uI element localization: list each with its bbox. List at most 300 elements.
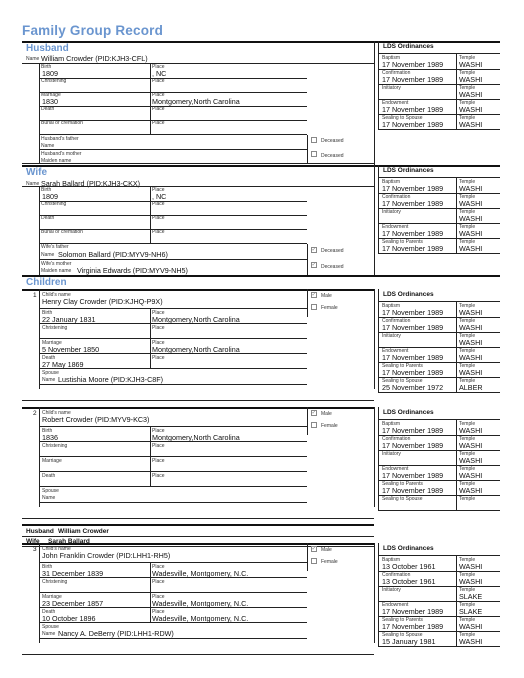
lds-temple-label: Temple (459, 451, 476, 457)
lds-ordinances-heading: LDS Ordinances (383, 409, 434, 416)
lds-temple-code: WASHI (459, 199, 483, 208)
lds-temple-label: Temple (459, 602, 476, 608)
death-date: 10 October 1896 (42, 614, 96, 623)
column-divider (378, 407, 379, 511)
lds-temple-label: Temple (459, 481, 476, 487)
birth-date: 1836 (42, 433, 58, 442)
lds-ordinance-label: Baptism (382, 55, 401, 61)
christening-label: Christening (41, 201, 67, 207)
rule-line (39, 338, 307, 339)
column-divider (150, 215, 151, 229)
lds-ordinance-label: Initiatory (382, 451, 401, 457)
rule-line (39, 384, 307, 385)
continuation-wife-name: Sarah Ballard (48, 538, 90, 545)
place-label: Place (152, 201, 165, 207)
checkmark-icon: ✓ (311, 247, 317, 253)
lds-temple-label: Temple (459, 303, 476, 309)
lds-ordinances-heading: LDS Ordinances (383, 43, 434, 50)
checkmark-icon: ✓ (311, 546, 317, 552)
birth-date: 1809 (42, 192, 58, 201)
rule-line (378, 510, 500, 511)
lds-ordinance-date: 17 November 1989 (382, 607, 444, 616)
place-label: Place (152, 428, 165, 434)
lds-temple-code: WASHI (459, 441, 483, 450)
lds-ordinance-date: 17 November 1989 (382, 308, 444, 317)
lds-ordinance-label: Sealing to Spouse (382, 632, 423, 638)
birth-label: Birth (42, 564, 53, 570)
lds-ordinance-date: 17 November 1989 (382, 75, 444, 84)
lds-temple-code: WASHI (459, 120, 483, 129)
christening-label: Christening (41, 78, 67, 84)
rule-line (39, 486, 307, 487)
lds-temple-code: WASHI (459, 426, 483, 435)
column-divider (150, 201, 151, 215)
lds-temple-label: Temple (459, 378, 476, 384)
place-label: Place (152, 579, 165, 585)
lds-ordinance-date: 17 November 1989 (382, 120, 444, 129)
place-label: Place (152, 594, 165, 600)
lds-ordinance-label: Confirmation (382, 436, 411, 442)
rule-line (39, 243, 307, 244)
rule-line (22, 543, 374, 545)
place-label: Place (152, 106, 165, 112)
name-label: Name (26, 56, 40, 62)
spouse-label: Spouse (42, 370, 59, 376)
column-divider (456, 419, 457, 511)
christening-label: Christening (42, 579, 68, 585)
lds-ordinance-label: Initiatory (382, 587, 401, 593)
deceased-label: Deceased (321, 138, 344, 144)
lds-temple-label: Temple (459, 421, 476, 427)
column-divider (150, 187, 151, 201)
column-divider (307, 289, 308, 317)
rule-line (39, 456, 307, 457)
rule-line (39, 502, 307, 503)
birth-place: Montgomery,North Carolina (152, 433, 240, 442)
male-checkbox[interactable] (311, 410, 317, 416)
wife-mother-name: Virginia Edwards (PID:MYV9-NH5) (77, 266, 188, 275)
column-divider (307, 543, 308, 571)
marriage-label: Marriage (42, 458, 62, 464)
lds-temple-code: SLAKE (459, 592, 483, 601)
lds-ordinance-date: 17 November 1989 (382, 471, 444, 480)
column-divider (150, 426, 151, 442)
male-checkbox[interactable] (311, 546, 317, 552)
birth-date: 1809 (42, 69, 58, 78)
column-divider (150, 577, 151, 593)
burial-label: Burial or cremation (41, 229, 83, 235)
lds-ordinance-label: Endowment (382, 100, 409, 106)
lds-temple-code: WASHI (459, 637, 483, 646)
birth-place: Wadesville, Montgomery, N.C. (152, 569, 249, 578)
column-divider (39, 407, 40, 507)
lds-ordinance-label: Baptism (382, 421, 401, 427)
death-label: Death (42, 355, 56, 361)
lds-temple-code: WASHI (459, 622, 483, 631)
fathers-label: Wife's father (41, 244, 69, 250)
husband-mother-deceased-checkbox[interactable] (311, 151, 317, 157)
female-label: Female (321, 559, 338, 565)
column-divider (374, 407, 375, 507)
column-divider (39, 543, 40, 643)
rule-line (39, 607, 307, 608)
lds-temple-label: Temple (459, 179, 476, 185)
male-label: Male (321, 411, 332, 417)
lds-temple-code: WASHI (459, 323, 483, 332)
wife-father-name: Solomon Ballard (PID:MYV9-NH6) (58, 250, 168, 259)
lds-temple-label: Temple (459, 348, 476, 354)
column-divider (307, 244, 308, 276)
male-checkbox[interactable] (311, 292, 317, 298)
spouse-name: Nancy A. DeBerry (PID:LHH1-RDW) (58, 629, 174, 638)
rule-line (39, 323, 307, 324)
rule-line (378, 301, 500, 302)
spouse-label: Spouse (42, 488, 59, 494)
child-name: Henry Clay Crowder (PID:KJHQ-P9X) (42, 297, 163, 306)
lds-ordinance-date: 17 November 1989 (382, 199, 444, 208)
column-divider (150, 308, 151, 324)
page-title: Family Group Record (22, 23, 164, 38)
lds-temple-label: Temple (459, 587, 476, 593)
wife-father-deceased-checkbox[interactable] (311, 247, 317, 253)
child-number: 1 (33, 292, 37, 299)
lds-temple-label: Temple (459, 632, 476, 638)
childs-name-label: Child's name (42, 410, 71, 416)
place-label: Place (152, 458, 165, 464)
birth-label: Birth (42, 428, 53, 434)
column-divider (378, 289, 379, 393)
rule-line (22, 63, 374, 64)
birth-label: Birth (41, 187, 52, 193)
lds-ordinance-label: Confirmation (382, 572, 411, 578)
column-divider (150, 592, 151, 608)
lds-ordinance-date: 17 November 1989 (382, 353, 444, 362)
place-label: Place (152, 187, 165, 193)
husband-heading: Husband (26, 43, 69, 54)
lds-ordinance-label: Initiatory (382, 333, 401, 339)
lds-ordinance-label: Sealing to Spouse (382, 496, 423, 502)
marriage-date: 1830 (42, 97, 58, 106)
female-checkbox[interactable] (311, 304, 317, 310)
lds-temple-code: WASHI (459, 353, 483, 362)
name-label: Name (26, 181, 40, 187)
rule-line (39, 592, 307, 593)
place-label: Place (152, 340, 165, 346)
female-label: Female (321, 305, 338, 311)
column-divider (307, 135, 308, 163)
place-label: Place (152, 64, 165, 70)
birth-place: , NC (152, 69, 167, 78)
female-checkbox[interactable] (311, 422, 317, 428)
column-divider (150, 120, 151, 134)
lds-temple-code: WASHI (459, 368, 483, 377)
lds-ordinance-label: Sealing to Spouse (382, 378, 423, 384)
place-label: Place (152, 564, 165, 570)
column-divider (150, 64, 151, 78)
male-label: Male (321, 293, 332, 299)
birth-date: 31 December 1839 (42, 569, 104, 578)
marriage-label: Marriage (41, 92, 61, 98)
birth-place: Montgomery,North Carolina (152, 315, 240, 324)
lds-temple-label: Temple (459, 209, 476, 215)
lds-temple-label: Temple (459, 363, 476, 369)
column-divider (150, 106, 151, 120)
lds-ordinance-label: Endowment (382, 348, 409, 354)
name-label: Name (42, 631, 56, 637)
rule-line (22, 407, 374, 409)
lds-ordinance-date: 17 November 1989 (382, 441, 444, 450)
lds-ordinances-heading: LDS Ordinances (383, 291, 434, 298)
christening-label: Christening (42, 325, 68, 331)
lds-ordinance-label: Baptism (382, 303, 401, 309)
rule-line (378, 419, 500, 420)
rule-line (22, 186, 374, 187)
fathers-label: Husband's father (41, 136, 79, 142)
rule-line (378, 53, 500, 54)
lds-ordinances-heading: LDS Ordinances (383, 545, 434, 552)
death-label: Death (41, 215, 55, 221)
death-label: Death (42, 473, 56, 479)
marriage-place: Montgomery,North Carolina (152, 97, 240, 106)
female-label: Female (321, 423, 338, 429)
wife-name: Sarah Ballard (PID:KJH3-CKX) (41, 179, 141, 188)
column-divider (150, 323, 151, 339)
rule-line (39, 259, 307, 260)
burial-label: Burial or cremation (41, 120, 83, 126)
rule-line (39, 353, 307, 354)
lds-ordinance-label: Confirmation (382, 70, 411, 76)
lds-ordinance-date: 17 November 1989 (382, 426, 444, 435)
rule-line (39, 622, 307, 623)
place-label: Place (152, 355, 165, 361)
lds-temple-code: WASHI (459, 338, 483, 347)
lds-temple-label: Temple (459, 85, 476, 91)
rule-line (22, 518, 374, 519)
name-label: Name (42, 377, 56, 383)
lds-ordinance-label: Baptism (382, 179, 401, 185)
column-divider (150, 456, 151, 472)
column-divider (150, 607, 151, 623)
rule-line (378, 555, 500, 556)
place-label: Place (152, 310, 165, 316)
column-divider (150, 441, 151, 457)
lds-temple-code: WASHI (459, 214, 483, 223)
christening-label: Christening (42, 443, 68, 449)
husband-father-deceased-checkbox[interactable] (311, 137, 317, 143)
birth-date: 22 January 1831 (42, 315, 96, 324)
place-label: Place (152, 78, 165, 84)
rule-line (39, 441, 307, 442)
column-divider (456, 555, 457, 647)
column-divider (378, 543, 379, 647)
rule-line (39, 149, 307, 150)
death-label: Death (41, 106, 55, 112)
lds-ordinance-label: Sealing to Spouse (382, 115, 423, 121)
lds-ordinance-label: Sealing to Parents (382, 481, 423, 487)
lds-ordinance-label: Baptism (382, 557, 401, 563)
lds-temple-label: Temple (459, 557, 476, 563)
lds-temple-code: ALBER (459, 383, 483, 392)
deceased-label: Deceased (321, 264, 344, 270)
column-divider (150, 471, 151, 487)
lds-temple-code: WASHI (459, 60, 483, 69)
lds-ordinance-label: Sealing to Parents (382, 363, 423, 369)
column-divider (374, 165, 375, 275)
maiden-name-label: Maiden name (41, 268, 72, 274)
childs-name-label: Child's name (42, 292, 71, 298)
lds-ordinance-date: 17 November 1989 (382, 60, 444, 69)
place-label: Place (152, 443, 165, 449)
column-divider (150, 229, 151, 243)
name-label: Name (41, 143, 55, 149)
lds-ordinance-date: 17 November 1989 (382, 244, 444, 253)
child-number: 3 (33, 546, 37, 553)
lds-temple-label: Temple (459, 572, 476, 578)
lds-ordinance-date: 17 November 1989 (382, 368, 444, 377)
rule-line (22, 654, 374, 655)
lds-temple-label: Temple (459, 436, 476, 442)
lds-ordinance-date: 17 November 1989 (382, 622, 444, 631)
lds-temple-code: WASHI (459, 244, 483, 253)
lds-temple-code: WASHI (459, 308, 483, 317)
wife-mother-deceased-checkbox[interactable] (311, 262, 317, 268)
rule-line (39, 368, 307, 369)
rule-line (39, 215, 307, 216)
lds-temple-code: WASHI (459, 471, 483, 480)
mothers-label: Husband's mother (41, 151, 82, 157)
rule-line (378, 646, 500, 647)
lds-ordinance-label: Confirmation (382, 318, 411, 324)
lds-ordinance-date: 17 November 1989 (382, 486, 444, 495)
place-label: Place (152, 215, 165, 221)
lds-ordinance-date: 13 October 1961 (382, 577, 436, 586)
lds-temple-label: Temple (459, 100, 476, 106)
continuation-husband-name: William Crowder (58, 528, 109, 535)
lds-temple-code: WASHI (459, 105, 483, 114)
place-label: Place (152, 120, 165, 126)
column-divider (456, 177, 457, 254)
rule-line (39, 92, 307, 93)
place-label: Place (152, 92, 165, 98)
lds-ordinance-label: Endowment (382, 466, 409, 472)
column-divider (374, 289, 375, 389)
mothers-label: Wife's mother (41, 261, 72, 267)
marriage-label: Marriage (42, 340, 62, 346)
lds-ordinance-date: 17 November 1989 (382, 184, 444, 193)
lds-temple-code: WASHI (459, 90, 483, 99)
lds-ordinance-date: 17 November 1989 (382, 229, 444, 238)
death-label: Death (42, 609, 56, 615)
female-checkbox[interactable] (311, 558, 317, 564)
name-label: Name (42, 495, 56, 501)
column-divider (39, 186, 40, 276)
rule-line (378, 392, 500, 393)
lds-ordinance-label: Initiatory (382, 209, 401, 215)
husband-name: William Crowder (PID:KJH3-CFL) (41, 54, 148, 63)
child-name: Robert Crowder (PID:MYV9-KC3) (42, 415, 150, 424)
spouse-name: Lustishia Moore (PID:KJH3-C8F) (58, 375, 164, 384)
lds-temple-label: Temple (459, 224, 476, 230)
rule-line (39, 577, 307, 578)
lds-temple-code: WASHI (459, 75, 483, 84)
rule-line (22, 524, 374, 526)
child-number: 2 (33, 410, 37, 417)
lds-temple-code: WASHI (459, 577, 483, 586)
rule-line (39, 471, 307, 472)
lds-ordinance-date: 17 November 1989 (382, 105, 444, 114)
childs-name-label: Child's name (42, 546, 71, 552)
column-divider (150, 92, 151, 106)
rule-line (378, 177, 500, 178)
continuation-wife-label: Wife (26, 538, 40, 545)
rule-line (39, 562, 307, 563)
rule-line (39, 106, 307, 107)
death-place: Wadesville, Montgomery, N.C. (152, 614, 249, 623)
rule-line (39, 426, 307, 427)
checkmark-icon: ✓ (311, 262, 317, 268)
marriage-place: Montgomery,North Carolina (152, 345, 240, 354)
lds-temple-label: Temple (459, 194, 476, 200)
marriage-date: 5 November 1850 (42, 345, 100, 354)
lds-ordinance-date: 15 January 1981 (382, 637, 436, 646)
lds-temple-label: Temple (459, 318, 476, 324)
column-divider (39, 289, 40, 389)
lds-temple-label: Temple (459, 496, 476, 502)
rule-line (22, 275, 500, 277)
rule-line (378, 129, 500, 130)
lds-ordinance-label: Endowment (382, 602, 409, 608)
spouse-label: Spouse (42, 624, 59, 630)
lds-temple-label: Temple (459, 239, 476, 245)
column-divider (378, 165, 379, 254)
lds-ordinances-heading: LDS Ordinances (383, 167, 434, 174)
rule-line (39, 308, 307, 309)
lds-temple-label: Temple (459, 333, 476, 339)
deceased-label: Deceased (321, 153, 344, 159)
lds-ordinance-date: 25 November 1972 (382, 383, 444, 392)
place-label: Place (152, 473, 165, 479)
lds-temple-code: WASHI (459, 184, 483, 193)
place-label: Place (152, 229, 165, 235)
column-divider (150, 562, 151, 578)
continuation-husband-label: Husband (26, 528, 54, 535)
birth-label: Birth (41, 64, 52, 70)
lds-temple-code: SLAKE (459, 607, 483, 616)
death-date: 27 May 1869 (42, 360, 84, 369)
lds-temple-code: WASHI (459, 486, 483, 495)
birth-label: Birth (42, 310, 53, 316)
birth-place: , NC (152, 192, 167, 201)
lds-ordinance-date: 17 November 1989 (382, 323, 444, 332)
column-divider (150, 338, 151, 354)
child-name: John Franklin Crowder (PID:LHH1-RH5) (42, 551, 171, 560)
lds-temple-code: WASHI (459, 229, 483, 238)
rule-line (22, 163, 374, 164)
lds-temple-label: Temple (459, 55, 476, 61)
rule-line (22, 536, 374, 537)
marriage-place: Wadesville, Montgomery, N.C. (152, 599, 249, 608)
column-divider (374, 543, 375, 643)
rule-line (22, 289, 374, 291)
column-divider (456, 301, 457, 393)
lds-ordinance-label: Sealing to Parents (382, 617, 423, 623)
lds-temple-label: Temple (459, 70, 476, 76)
name-label: Name (41, 252, 55, 258)
deceased-label: Deceased (321, 248, 344, 254)
column-divider (307, 407, 308, 435)
rule-line (39, 134, 307, 135)
maiden-name-label: Maiden name (41, 158, 72, 164)
